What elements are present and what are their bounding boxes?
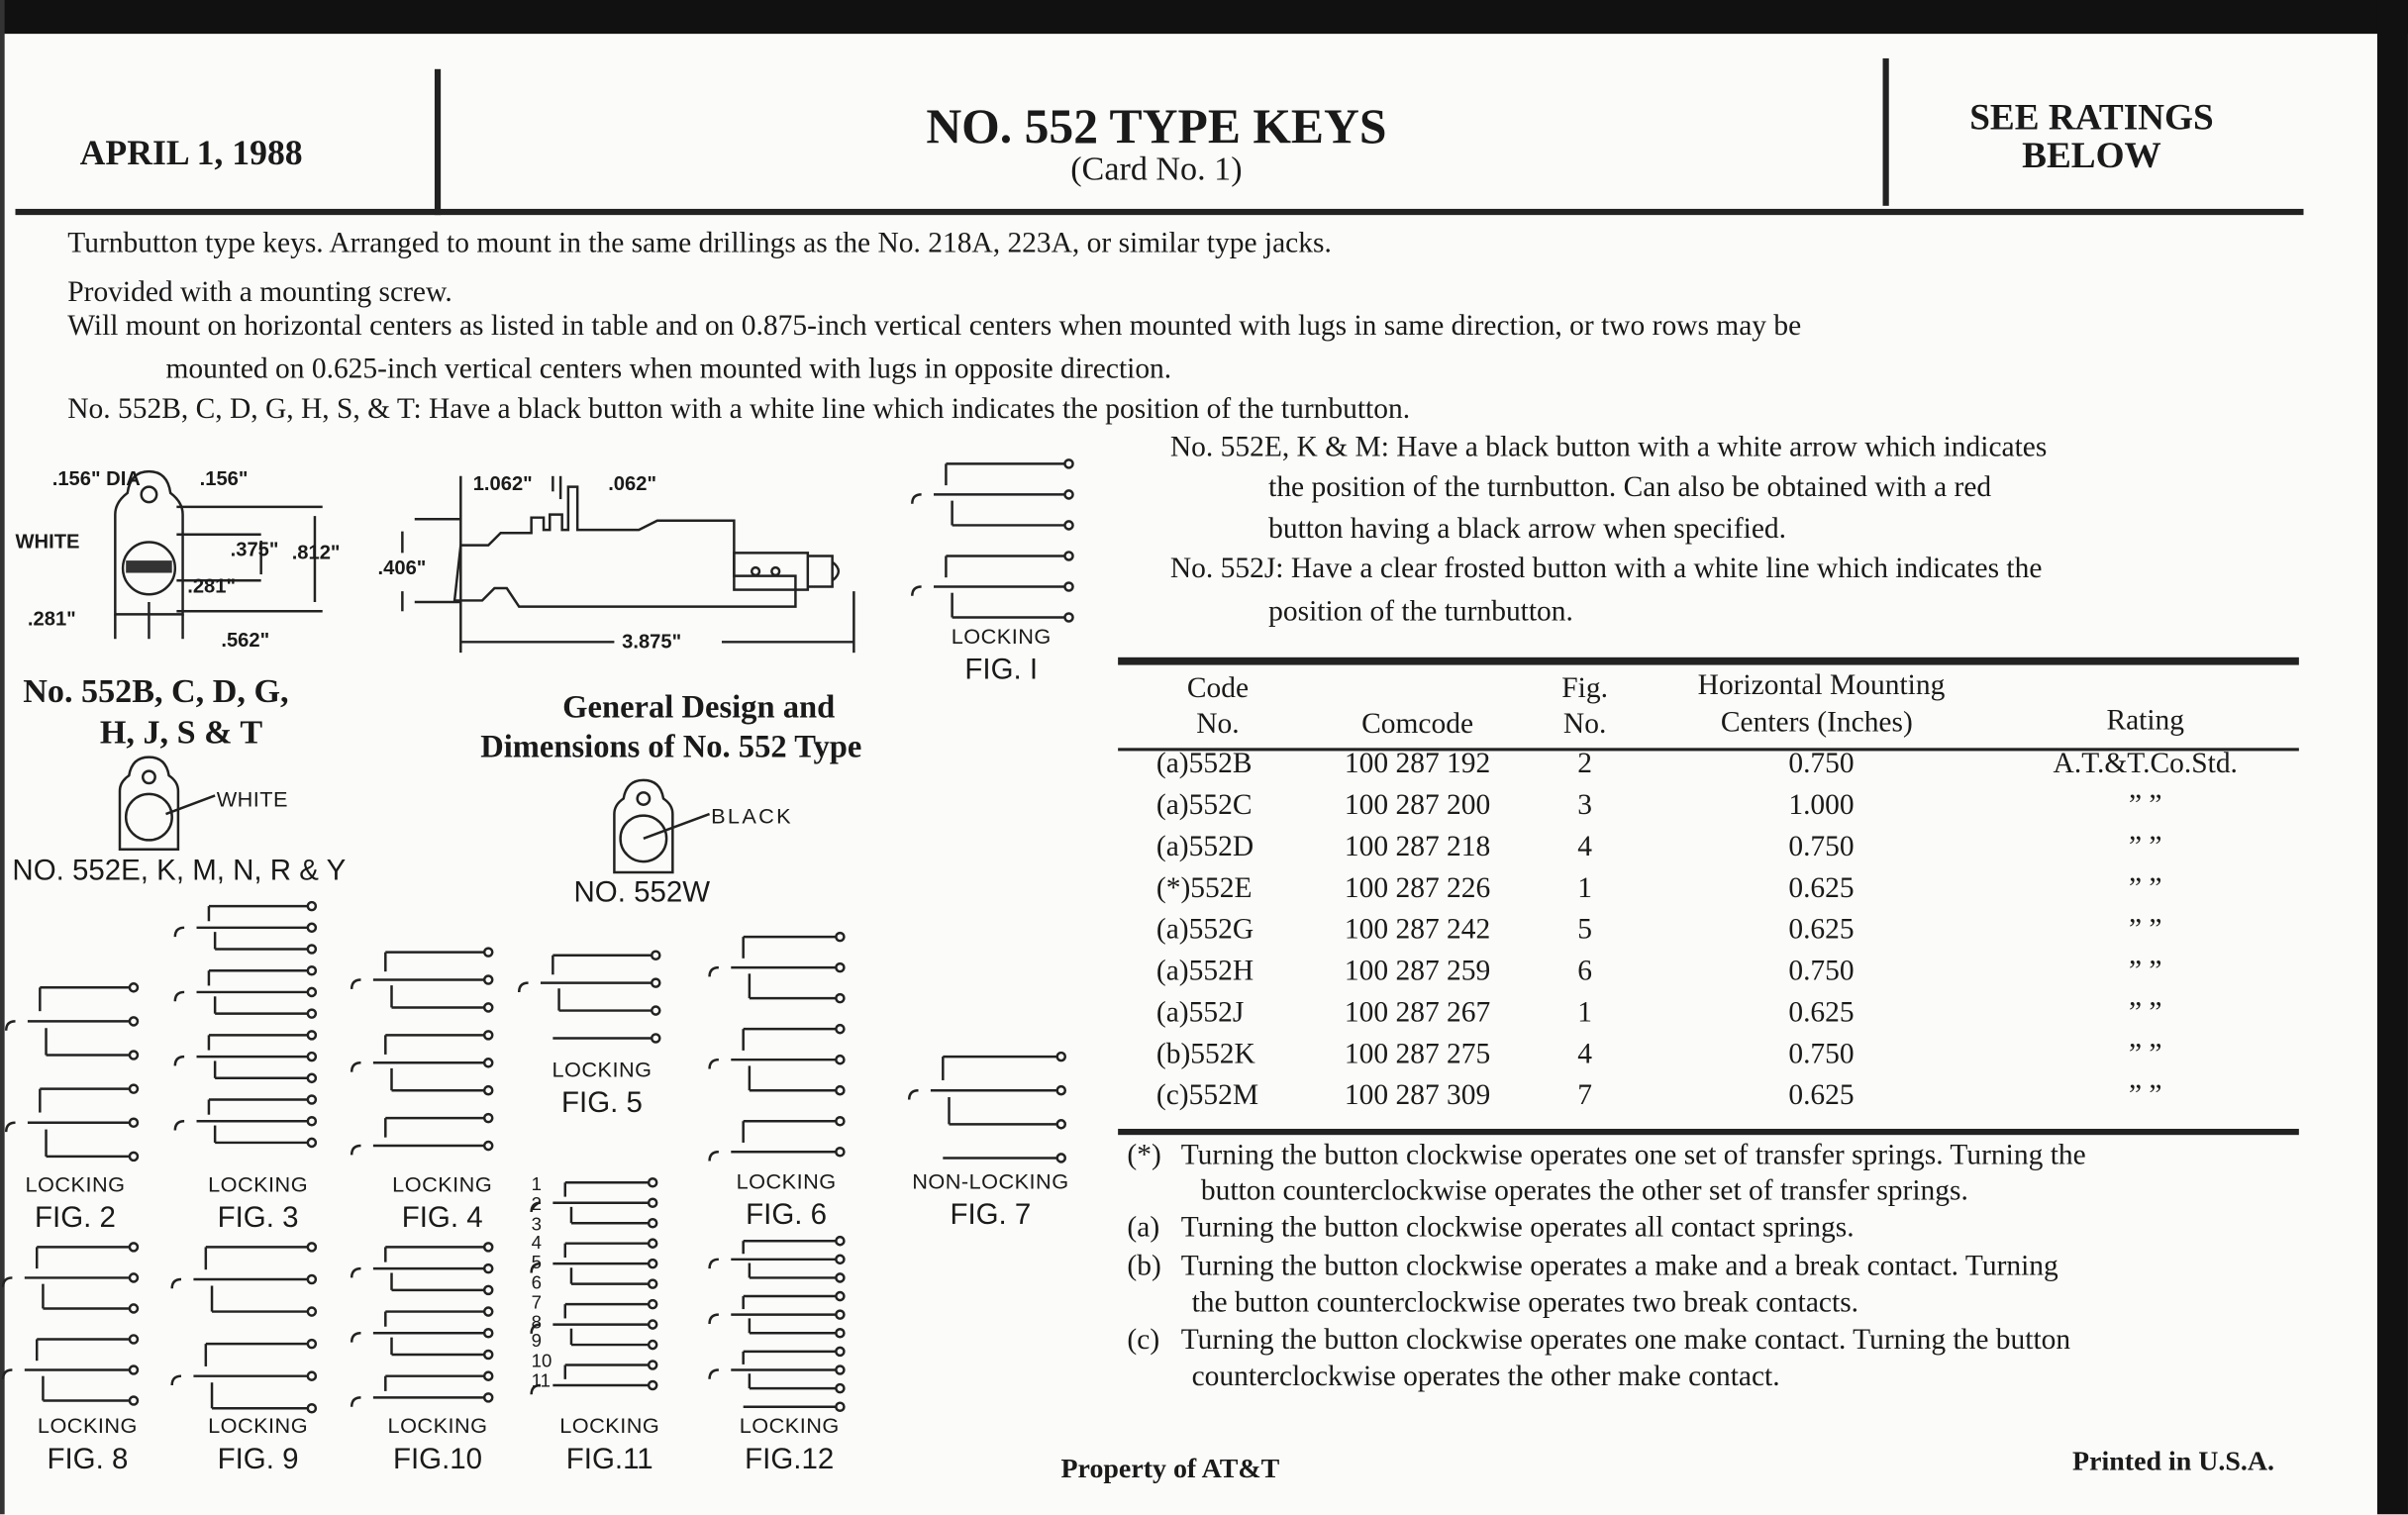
cell-fig: 7 [1577,1079,1592,1112]
col-header-code: Code [1186,672,1250,705]
spring-number: 7 [531,1291,543,1313]
spring-diagram-fig-10 [484,1264,492,1272]
intro-line: Turnbutton type keys. Arranged to mount in the same drillings as the No. 218A, 223A, or similar type jacks. [67,227,1332,260]
figure-type: LOCKING [387,1412,488,1438]
footnote-line: the button counterclockwise operates two break contacts. [1191,1286,1859,1320]
cell-fig: 2 [1577,748,1592,780]
mounting-hole [142,487,157,503]
cell-comcode: 100 287 267 [1344,996,1491,1030]
spring-diagram-fig-8 [130,1243,138,1251]
cell-rating: ” ” [2128,955,2162,988]
spring-diagram-fig-4 [484,1003,492,1011]
figure-type: LOCKING [736,1168,837,1194]
cell-comcode: 100 287 226 [1344,871,1491,905]
date: APRIL 1, 1988 [79,133,303,172]
spring-diagram-fig-8 [130,1365,138,1373]
spring-diagram-fig-6 [710,1060,719,1068]
spring-diagram-fig-11 [649,1361,656,1368]
mounting-hole [638,792,650,804]
footnote-mark: (c) [1127,1323,1160,1357]
figure-name: FIG. 2 [35,1202,116,1236]
spring-diagram-fig-6 [836,1025,844,1033]
cell-code: (a)552J [1155,996,1245,1030]
cell-centers: 0.625 [1788,913,1855,947]
figure-type: LOCKING [392,1171,493,1197]
cell-code: (a)552C [1155,789,1253,822]
caption: No. 552B, C, D, G, [23,670,289,710]
spring-diagram-fig-5 [652,952,659,960]
spring-diagram-fig-11 [649,1178,656,1186]
caption: Dimensions of No. 552 Type [480,728,862,765]
spring-diagram-fig-8 [130,1396,138,1404]
figure-type: LOCKING [208,1171,309,1197]
cell-rating: ” ” [2128,1079,2162,1112]
spring-diagram-fig-3 [308,1095,316,1103]
figure-type: LOCKING [552,1057,652,1081]
cell-rating: ” ” [2128,996,2162,1030]
spring-diagram-fig-10 [484,1393,492,1401]
cell-code: (*)552E [1155,871,1253,905]
cell-centers: 0.750 [1788,748,1855,780]
spring-diagram-fig-2 [130,1017,138,1025]
spring-number: 8 [531,1310,543,1333]
cell-comcode: 100 287 259 [1344,955,1491,988]
spring-diagram-fig-3 [175,992,184,1001]
spring-diagram-fig-12 [836,1403,844,1411]
spring-diagram-fig-3 [308,1117,316,1125]
spring-diagram-fig-9 [308,1404,316,1412]
cell-rating: ” ” [2128,871,2162,905]
spring-diagram-fig-11 [649,1381,656,1389]
cell-comcode: 100 287 218 [1344,831,1491,863]
pointer-line [166,795,216,814]
spring-diagram-fig-11 [649,1341,656,1349]
spring-diagram-fig-8 [130,1335,138,1343]
note-line: No. 552J: Have a clear frosted button with a white line which indicates the [1169,553,2043,585]
spring-diagram-fig-9 [172,1376,181,1385]
figure-type: LOCKING [559,1412,660,1438]
spring-diagram-fig-9 [172,1279,181,1288]
spring-diagram-fig-12 [836,1256,844,1263]
spring-diagram-fig-1 [1064,490,1072,498]
dim-label: .812" [291,540,341,564]
dim-label: .281" [187,574,237,598]
figure-name: FIG. 7 [950,1199,1032,1232]
cell-comcode: 100 287 242 [1344,913,1491,947]
cell-centers: 1.000 [1788,789,1855,822]
cell-rating: A.T.&T.Co.Std. [2053,748,2238,780]
spring-diagram-fig-3 [308,1053,316,1060]
spring-diagram-fig-2 [130,1119,138,1127]
intro-line: mounted on 0.625-inch vertical centers when mounted with lugs in opposite direction. [165,353,1172,386]
spring-diagram-fig-3 [308,988,316,996]
cell-comcode: 100 287 192 [1344,748,1491,780]
spring-diagram-fig-12 [836,1384,844,1392]
figure-name: FIG. I [964,654,1039,687]
spring-diagram-fig-11 [649,1321,656,1329]
spring-diagram-fig-11 [649,1199,656,1207]
intro-line: No. 552B, C, D, G, H, S, & T: Have a black button with a white line which indicates the position of the turnbutton. [67,393,1411,426]
spring-diagram-fig-12 [836,1329,844,1337]
spring-number: 1 [531,1172,543,1195]
caption: General Design and [562,687,836,726]
spring-diagram-fig-6 [836,994,844,1002]
spring-diagram-fig-9 [308,1308,316,1316]
spring-diagram-fig-4 [484,1114,492,1122]
spring-number: 5 [531,1252,543,1274]
dim-label: .062" [608,471,657,495]
note-line: the position of the turnbutton. Can also be obtained with a red [1268,471,1992,504]
spring-diagram-fig-2 [6,1021,15,1030]
figure-type: LOCKING [25,1171,126,1197]
spring-diagram-fig-3 [175,1121,184,1130]
cell-rating: ” ” [2128,831,2162,863]
cell-fig: 5 [1577,913,1592,947]
cell-fig: 1 [1577,996,1592,1030]
spring-diagram-fig-9 [308,1243,316,1251]
footer-property: Property of AT&T [1060,1453,1280,1484]
page-title: NO. 552 TYPE KEYS [926,98,1387,154]
caption: NO. 552W [573,876,711,910]
figure-type: LOCKING [208,1412,309,1438]
caption: H, J, S & T [99,712,263,752]
spring-diagram-fig-10 [351,1268,360,1277]
spring-diagram-fig-12 [836,1365,844,1373]
cell-code: (c)552M [1155,1079,1259,1112]
figure-type: LOCKING [951,623,1052,649]
white-line-mark [126,560,172,572]
dim-label: 1.062" [472,471,533,495]
spring-diagram-fig-12 [710,1369,719,1378]
col-header-fig: No. [1562,708,1607,741]
spring-diagram-fig-4 [484,1086,492,1094]
spring-diagram-fig-3 [308,966,316,974]
cell-fig: 3 [1577,789,1592,822]
spring-diagram-fig-12 [836,1348,844,1356]
caption: NO. 552E, K, M, N, R & Y [12,855,347,888]
spring-diagram-fig-1 [1064,552,1072,559]
figure-name: FIG. 8 [47,1443,129,1476]
spring-diagram-fig-4 [484,1059,492,1066]
spring-diagram-fig-3 [308,945,316,953]
spring-diagram-fig-2 [130,1153,138,1161]
spring-diagram-fig-2 [130,983,138,991]
spring-diagram-fig-3 [308,924,316,932]
spring-diagram-fig-10 [351,1397,360,1406]
spring-diagram-fig-6 [836,1086,844,1094]
spring-diagram-fig-12 [836,1292,844,1300]
spring-diagram-fig-3 [175,1057,184,1065]
cell-fig: 4 [1577,1038,1592,1071]
label-white: WHITE [216,786,288,811]
col-header-rating: Rating [2106,704,2185,738]
spring-diagram-fig-6 [836,933,844,941]
lug [808,556,839,586]
spring-diagram-fig-10 [484,1243,492,1251]
turnbutton [126,794,172,841]
cell-code: (b)552K [1155,1038,1255,1071]
spring-diagram-fig-12 [836,1273,844,1281]
spring-diagram-fig-7 [1057,1053,1065,1060]
footnote-line: Turning the button clockwise operates all contact springs. [1180,1211,1855,1245]
spring-number: 10 [531,1350,552,1372]
spring-diagram-fig-7 [1057,1086,1065,1094]
cell-rating: ” ” [2128,913,2162,947]
figure-name: FIG. 6 [746,1199,828,1232]
spring-diagram-fig-4 [484,1142,492,1150]
cell-centers: 0.625 [1788,1079,1855,1112]
spring-diagram-fig-4 [351,1062,360,1071]
spring-number: 11 [531,1369,551,1392]
spring-diagram-fig-5 [519,983,528,992]
spring-diagram-fig-8 [3,1369,12,1378]
spring-number: 3 [531,1212,543,1235]
cell-centers: 0.750 [1788,955,1855,988]
figure-name: FIG.11 [565,1443,653,1476]
spring-diagram-fig-11 [649,1240,656,1248]
cell-fig: 1 [1577,871,1592,905]
cell-code: (a)552B [1155,748,1253,780]
spring-diagram-fig-12 [710,1260,719,1268]
spring-diagram-fig-5 [652,1034,659,1042]
cell-rating: ” ” [2128,1038,2162,1071]
spring-diagram-fig-9 [308,1275,316,1283]
spring-diagram-fig-11 [649,1219,656,1227]
dim-label: .156" DIA [51,466,141,490]
spring-diagram-fig-1 [1064,459,1072,467]
spring-diagram-fig-3 [308,1074,316,1082]
col-header-mounting: Horizontal Mounting [1697,669,1946,702]
dim-label: .375" [230,537,279,561]
footnote-mark: (*) [1127,1139,1161,1172]
mounting-hole [143,771,154,783]
figure-name: FIG.12 [745,1443,835,1476]
spring-diagram-fig-2 [130,1052,138,1060]
note-line: No. 552E, K & M: Have a black button with a white arrow which indicates [1169,431,2048,464]
spring-diagram-fig-10 [484,1329,492,1337]
spring-diagram-fig-12 [836,1311,844,1319]
spring-diagram-fig-12 [710,1315,719,1324]
col-header-code: No. [1196,708,1240,741]
page-subtitle: (Card No. 1) [1070,149,1243,188]
spring-diagram-fig-7 [1057,1120,1065,1128]
footnote-mark: (a) [1127,1211,1160,1245]
spring-number: 9 [531,1330,543,1353]
col-header-mounting: Centers (Inches) [1720,706,1913,740]
dim-label: .281" [27,606,76,630]
label-black: BLACK [711,803,793,828]
spring-diagram-fig-5 [652,979,659,987]
spring-number: 2 [531,1192,543,1215]
spring-diagram-fig-3 [308,1031,316,1039]
dim-label: .156" [199,466,249,490]
spring-number: 6 [531,1271,543,1293]
spring-diagram-fig-10 [484,1308,492,1316]
spring-diagram-fig-1 [1064,521,1072,529]
figure-name: FIG. 5 [561,1087,643,1120]
col-header-comcode: Comcode [1361,708,1474,741]
spring-diagram-fig-4 [484,1031,492,1039]
footnote-mark: (b) [1127,1250,1161,1283]
figure-name: FIG. 9 [217,1443,299,1476]
spring-diagram-fig-6 [836,963,844,971]
figure-type: NON-LOCKING [912,1168,1069,1194]
spring-diagram-fig-4 [351,980,360,989]
footnote-line: Turning the button clockwise operates one set of transfer springs. Turning the [1180,1139,2086,1172]
spring-diagram-fig-9 [308,1340,316,1348]
cell-centers: 0.750 [1788,831,1855,863]
footnote-line: Turning the button clockwise operates a make and a break contact. Turning [1180,1250,2058,1283]
figure-type: LOCKING [739,1412,840,1438]
spring-diagram-fig-10 [484,1351,492,1359]
figure-type: LOCKING [37,1412,138,1438]
spring-diagram-fig-11 [649,1300,656,1308]
figure-name: FIG. 4 [401,1202,483,1236]
spring-diagram-fig-3 [308,1010,316,1018]
intro-line: Will mount on horizontal centers as listed in table and on 0.875-inch vertical centers when mounted with lugs in same direction, or two rows may be [67,310,1802,343]
footnote-line: Turning the button clockwise operates one make contact. Turning the button [1180,1323,2071,1357]
footnote-line: counterclockwise operates the other make contact. [1191,1361,1780,1393]
spring-diagram-fig-6 [836,1148,844,1156]
spring-diagram-fig-6 [710,967,719,976]
dim-label: 3.875" [618,630,686,653]
spring-diagram-fig-8 [3,1277,12,1286]
spring-diagram-fig-2 [6,1123,15,1132]
spring-diagram-fig-8 [130,1304,138,1312]
spring-diagram-fig-9 [308,1372,316,1380]
spring-diagram-fig-10 [484,1286,492,1294]
spring-diagram-fig-5 [652,1007,659,1015]
spring-diagram-fig-12 [836,1237,844,1245]
spring-diagram-fig-11 [649,1280,656,1288]
spring-diagram-fig-8 [130,1273,138,1281]
rivet [771,567,779,575]
spring-diagram-fig-6 [710,1152,719,1161]
cell-comcode: 100 287 309 [1344,1079,1491,1112]
spring-diagram-fig-6 [836,1117,844,1125]
cell-code: (a)552G [1155,913,1254,947]
spring-diagram-fig-11 [649,1260,656,1267]
spring-diagram-fig-1 [912,494,921,503]
cell-fig: 6 [1577,955,1592,988]
spring-diagram-fig-4 [351,1146,360,1155]
cell-comcode: 100 287 275 [1344,1038,1491,1071]
spring-diagram-fig-3 [308,902,316,910]
ratings-note: SEE RATINGS [1969,98,2214,139]
spring-diagram-fig-7 [909,1090,918,1099]
cell-fig: 4 [1577,831,1592,863]
cell-centers: 0.750 [1788,1038,1855,1071]
dim-label: WHITE [15,530,80,554]
cell-centers: 0.625 [1788,871,1855,905]
spring-diagram-fig-1 [1064,582,1072,590]
spring-diagram-fig-4 [484,976,492,984]
col-header-fig: Fig. [1561,672,1608,705]
spring-diagram-fig-1 [912,586,921,595]
note-line: button having a black arrow when specified. [1268,513,1787,546]
cell-rating: ” ” [2128,789,2162,822]
footnote-line: button counterclockwise operates the other set of transfer springs. [1200,1174,1968,1208]
cell-comcode: 100 287 200 [1344,789,1491,822]
dim-label: .406" [377,556,427,579]
cell-centers: 0.625 [1788,996,1855,1030]
spring-diagram-fig-1 [1064,613,1072,621]
figure-name: FIG. 3 [217,1202,299,1236]
spring-diagram-fig-3 [175,928,184,937]
spring-diagram-fig-2 [130,1085,138,1093]
rivet [752,567,759,575]
cell-code: (a)552D [1155,831,1254,863]
spring-diagram-fig-10 [484,1372,492,1380]
intro-line: Provided with a mounting screw. [67,276,452,309]
spring-diagram-fig-7 [1057,1154,1065,1162]
note-line: position of the turnbutton. [1268,595,1573,629]
spring-diagram-fig-3 [308,1139,316,1147]
spring-diagram-fig-10 [351,1333,360,1342]
figure-name: FIG.10 [392,1443,483,1476]
spring-number: 4 [531,1232,543,1255]
footer-printed: Printed in U.S.A. [2072,1445,2275,1476]
cell-code: (a)552H [1155,955,1254,988]
spring-diagram-fig-4 [484,949,492,957]
dim-label: .562" [221,628,270,652]
spring-diagram-fig-6 [836,1056,844,1063]
ratings-note: BELOW [2022,137,2161,177]
